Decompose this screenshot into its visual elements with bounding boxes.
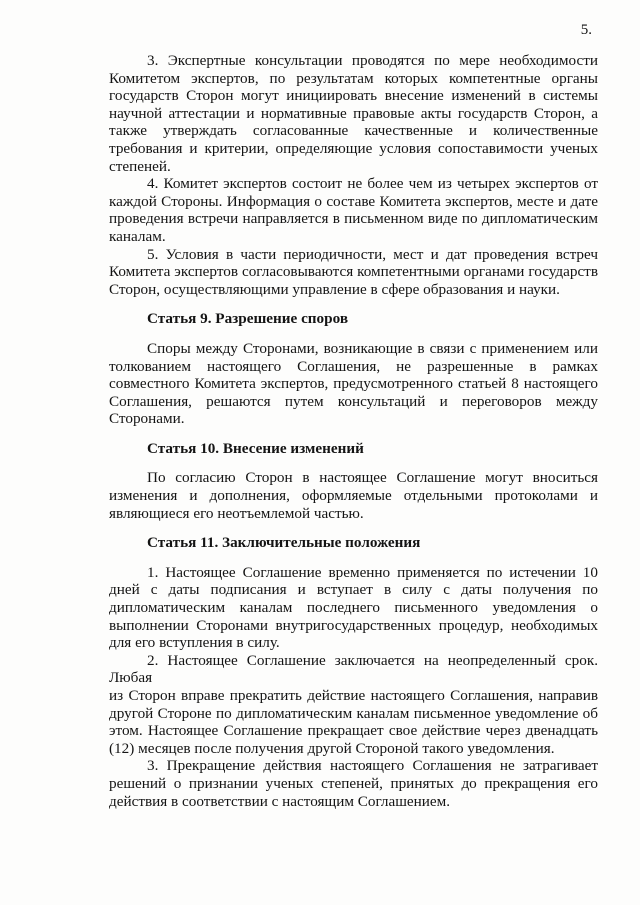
article11-heading: Статья 11. Заключительные положения (147, 534, 421, 552)
article10-paragraph: По согласию Сторон в настоящее Соглашение могут вноситься изменения и дополнения, оформляемые отдельными протоколами и являющиеся его неотъемлемой частью. (109, 469, 598, 522)
article11-paragraph-2-continued: из Сторон вправе прекратить действие настоящего Соглашения, направив другой Стороне по дипломатическим каналам письменное уведомление об этом. Настоящее Соглашение прекращает свое действие через двенадцать (12) месяцев после получения другой Стороной такого уведомления. (109, 687, 598, 757)
article9-heading: Статья 9. Разрешение споров (147, 310, 349, 328)
article11-paragraph-3: 3. Прекращение действия настоящего Соглашения не затрагивает решений о признании ученых степеней, принятых до прекращения его действия в соответствии с настоящим Соглашением. (109, 757, 598, 810)
article8-paragraph-5: 5. Условия в части периодичности, мест и дат проведения встреч Комитета экспертов согласовываются компетентными органами государств Сторон, осуществляющими управление в сфере образования и науки. (109, 245, 598, 298)
article11-paragraph-2-first-line: 2. Настоящее Соглашение заключается на неопределенный срок. Любая (109, 651, 598, 687)
article9-paragraph: Споры между Сторонами, возникающие в связи с применением или толкованием настоящего Соглашения, не разрешенные в рамках совместного Комитета экспертов, предусмотренного статьей 8 настоящего Соглашения, решаются путем консультаций и переговоров между Сторонами. (109, 339, 598, 428)
article10-heading: Статья 10. Внесение изменений (147, 439, 364, 457)
page-number: 5. (580, 22, 592, 38)
article8-paragraph-4: 4. Комитет экспертов состоит не более чем из четырех экспертов от каждой Стороны. Информация о составе Комитета экспертов, месте и дате проведения встречи направляется в письменном виде по дипломатическим каналам. (109, 175, 598, 245)
article8-paragraph-3: 3. Экспертные консультации проводятся по мере необходимости Комитетом экспертов, по результатам которых компетентные органы государств Сторон могут инициировать внесение изменений в системы научной аттестации и нормативные правовые акты государств Сторон, а также утверждать согласованные качественные и количественные требования и критерии, определяющие условия сопоставимости ученых степеней. (109, 52, 598, 175)
article11-paragraph-1: 1. Настоящее Соглашение временно применяется по истечении 10 дней с даты подписания и вступает в силу с даты получения по дипломатическим каналам последнего письменного уведомления о выполнении Сторонами внутригосударственных процедур, необходимых для его вступления в силу. (109, 563, 598, 652)
document-body (109, 52, 598, 810)
